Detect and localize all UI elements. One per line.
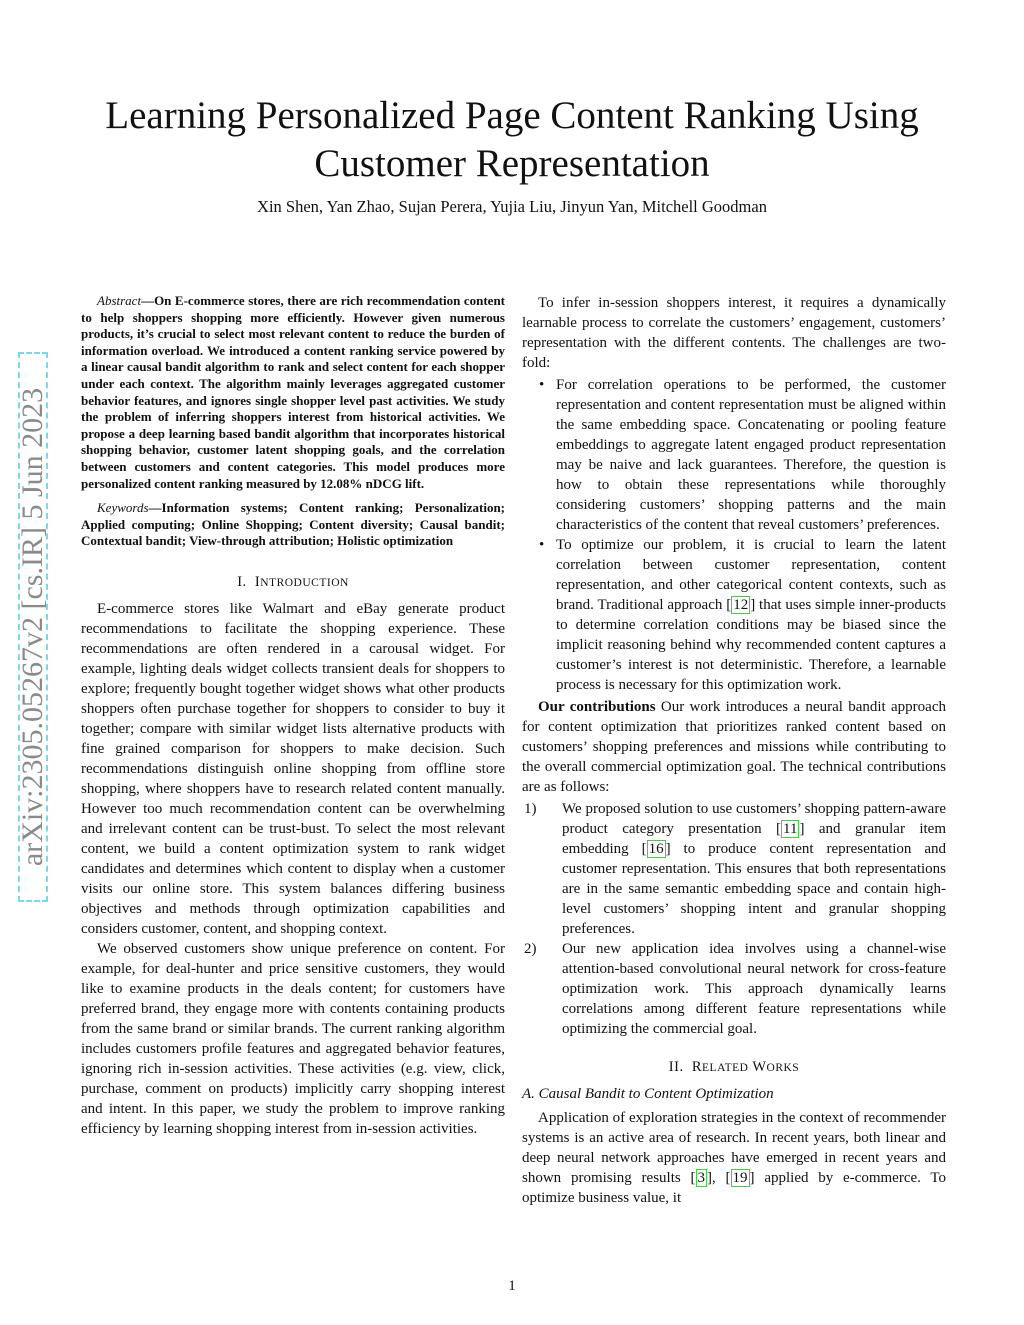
arxiv-identifier-text: arXiv:2305.05267v2 [cs.IR] 5 Jun 2023: [16, 387, 49, 867]
section-heading-introduction: I. INTRODUCTION: [237, 573, 349, 590]
keywords-text: —Information systems; Content ranking; Personalization; Applied computing; Online Shopping; Content diversity; Causal bandit; Contextual bandit; View-through attribution; Holistic optimization: [81, 500, 505, 549]
subsection-heading: A. Causal Bandit to Content Optimization: [522, 1086, 774, 1102]
abstract: [81, 293, 505, 492]
list-item: 1) We proposed solution to use customers’ shopping pattern-aware product category presentation [ 11 ] and granular item embedding [ 16 ] to produce content representation and customer representation. This ensures that both representations are in the same semantic embedding space and contain high-level customers’ shopping intent and granular shopping preferences.: [524, 801, 947, 937]
citation-link[interactable]: 3: [697, 1170, 706, 1186]
keywords: [81, 500, 505, 550]
arxiv-identifier-stamp[interactable]: [18, 352, 48, 902]
page-number: 1: [508, 1278, 516, 1294]
abstract-label: Abstract: [97, 293, 142, 308]
author-list: Xin Shen, Yan Zhao, Sujan Perera, Yujia Liu, Jinyun Yan, Mitchell Goodman: [257, 197, 767, 216]
list-item: • To optimize our problem, it is crucial to learn the latent correlation between customer representation, content representation, and other categorical content contexts, such as brand. Traditional approach [ 12 ] that uses simple inner-products to determine correlation conditions may be biased since the implicit reasoning behind why recommended content captures a customer’s interest is not deterministic. Therefore, a learnable process is necessary for this optimization work.: [556, 535, 946, 695]
intro-paragraph-1: E-commerce stores like Walmart and eBay generate product recommendations to facilitate the shopping experience. These recommendations are often rendered in a carousal widget. For example, lighting deals widget collects transient deals for shoppers to explore; frequently bought together widget shows what other products shoppers often purchase together for shoppers to consider to buy it together; compare with similar widget lists alternative products with fine grained comparison for shoppers to make decision. Such recommendations distinguish online shopping from offline store shopping, where shoppers have to research related content manually. However too much recommendation content can be overwhelming and irrelevant content can be trust-bust. To select the most relevant content, we build a content optimization system to rank widget candidates and determines which content to display when a customer visits our online store. This system balances differing business objectives and methods through optimization capabilities and considers customer, content, and shopping context.: [81, 600, 505, 937]
citation-link[interactable]: 19: [732, 1170, 748, 1186]
paper-title: Learning Personalized Page Content Ranking Using Customer Representation: [105, 94, 919, 185]
contributions-list: [522, 799, 946, 1039]
section-heading-related-works: II. RELATED WORKS: [668, 1059, 800, 1075]
challenges-list: [522, 375, 946, 695]
list-item: 2) Our new application idea involves using a channel-wise attention-based convolutional neural network for cross-feature optimization work. This approach dynamically learns correlations among different feature representations while optimizing the commercial goal.: [524, 941, 946, 1037]
challenges-intro-paragraph: To infer in-session shoppers interest, it requires a dynamically learnable process to correlate the customers’ engagement, customers’ representation with the different contents. The challenges are two-fold:: [522, 295, 946, 371]
related-works-paragraph: Application of exploration strategies in the context of recommender systems is an active area of research. In recent years, both linear and deep neural network approaches have emerged in recent years and shown promising results [ 3 ], [ 19 ] applied by e-commerce. To optimize business value, it: [522, 1110, 947, 1206]
list-item: • For correlation operations to be performed, the customer representation and content representation must be aligned within the same embedding space. Concatenating or pooling feature embeddings to aggregate latent engaged product representation may be naive and lack guarantees. Therefore, the question is how to obtain these representations while thoroughly considering customers’ shopping patterns and the main characteristics of the content that reveal customers’ preferences.: [556, 375, 946, 535]
left-column: [81, 293, 505, 1139]
keywords-label: Keywords: [97, 500, 149, 516]
intro-paragraph-2: We observed customers show unique preference on content. For example, for deal-hunter and price sensitive customers, they would like to examine products in the deals content; for customers have preferred brand, they engage more with contents containing products from the same brand or similar brands. The current ranking algorithm includes customers profile features and aggregated behavior features, ignoring rich in-session activities. These activities (e.g. view, click, purchase, comment on products) implicitly carry shopping interest and intent. In this paper, we study the problem to improve ranking efficiency by learning shopping interest from in-session activities.: [81, 940, 505, 1137]
right-column: [522, 293, 946, 1208]
contributions-label: Our contributions: [538, 699, 656, 715]
citation-link[interactable]: 12: [733, 597, 749, 613]
citation-link[interactable]: 11: [783, 821, 798, 837]
contributions-paragraph: Our contributions Our work introduces a neural bandit approach for content optimization that prioritizes ranked content based on customers’ shopping preferences and missions while contributing to the overall commercial optimization goal. The technical contributions are as follows:: [522, 699, 946, 795]
citation-link[interactable]: 16: [648, 841, 664, 857]
abstract-text: —On E-commerce stores, there are rich recommendation content to help shoppers shopping more efficiently. However given numerous products, it’s crucial to select most relevant content to reduce the burden of information overload. We introduced a content ranking service powered by a linear causal bandit algorithm to rank and select content for each shopper under each context. The algorithm mainly leverages aggregated customer behavior features, and ignores single shopper level past activities. We study the problem of inferring shoppers interest from historical activities. We propose a deep learning based bandit algorithm that incorporates historical shopping behavior, customer latent shopping goals, and the correlation between customers and content categories. This model produces more personalized content ranking measured by 12.08% nDCG lift.: [81, 293, 505, 491]
